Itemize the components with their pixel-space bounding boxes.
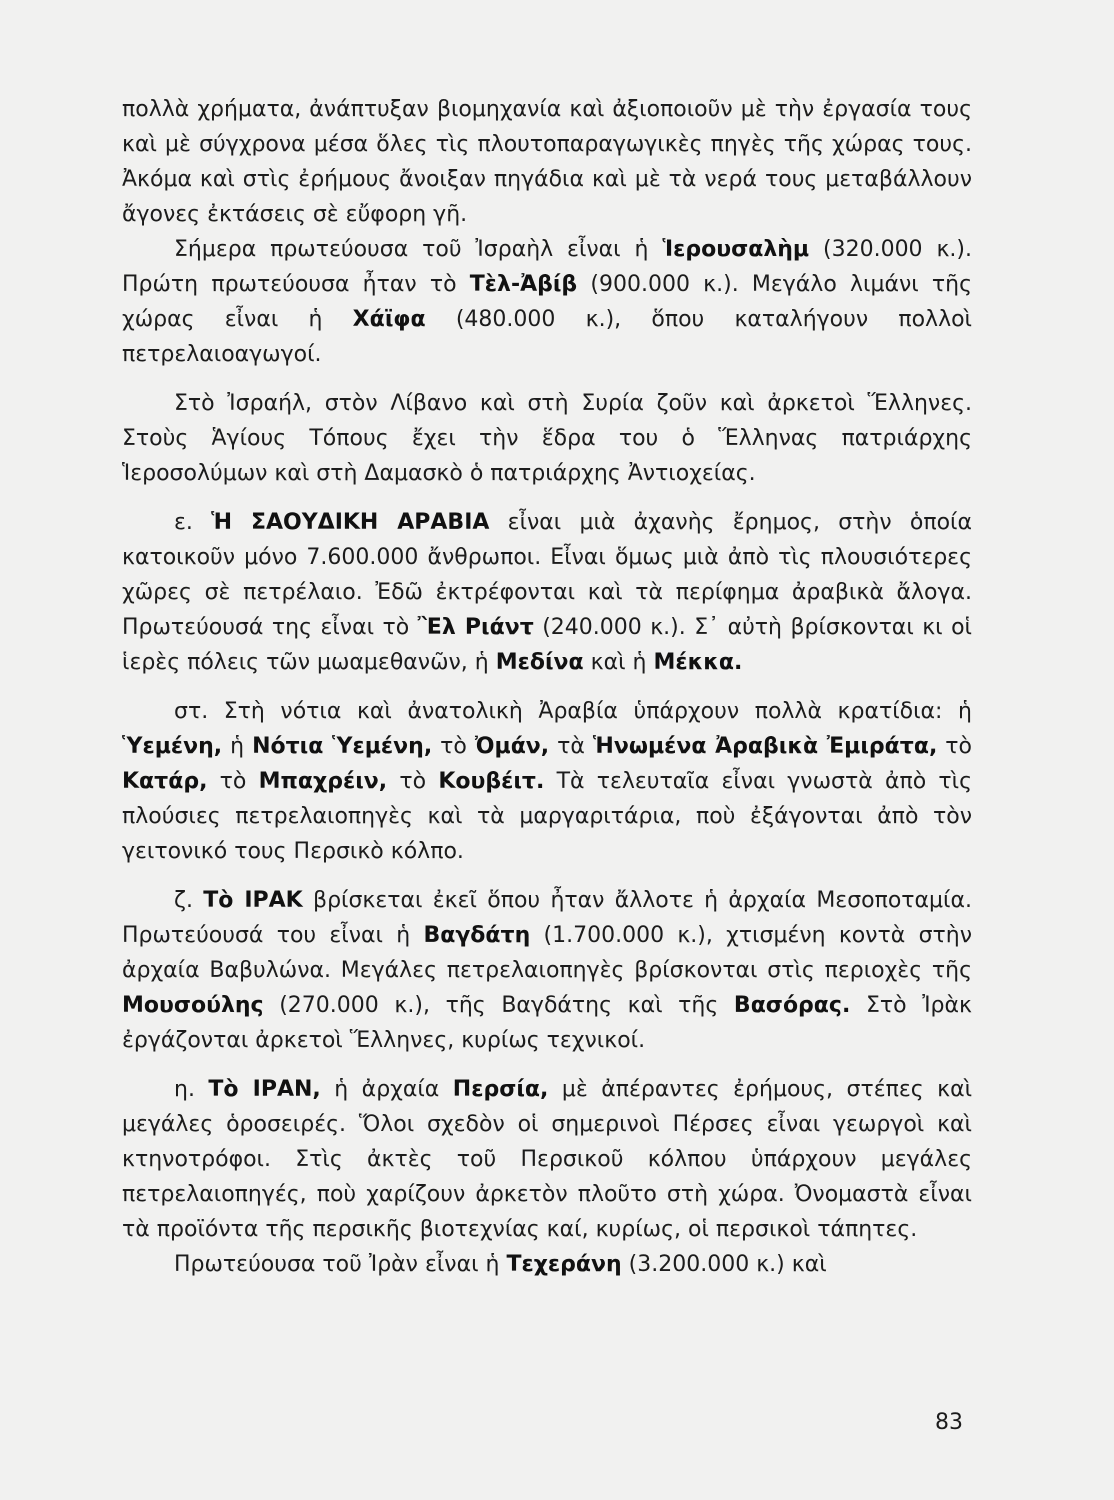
text-run: στ. Στὴ νότια καὶ ἀνατολικὴ Ἀραβία ὑπάρχουν πολλὰ κρατίδια: ἡ [174,699,972,724]
text-run: (480.000 κ.), ὅπου καταλήγουν πολλοὶ πετρελαιοαγωγοί. [122,307,972,367]
text-run: η. [174,1077,209,1102]
text-run: (270.000 κ.), τῆς Βαγδάτης καὶ τῆς [263,993,734,1018]
bold-term: Ἒλ Ριάντ [417,615,534,640]
bold-term: Νότια Ὑεμένη, [252,734,433,759]
paragraph-p7 [122,1072,972,1247]
text-run: πολλὰ χρήματα, ἀνάπτυξαν βιομηχανία καὶ ἀξιοποιοῦν μὲ τὴν ἐργασία τους καὶ μὲ σύγχρονα μέσα ὅλες τὶς πλουτοπαραγωγικὲς πηγὲς τῆς χώρας τους. Ἀκόμα καὶ στὶς ἐρήμους ἄνοιξαν πηγάδια καὶ μὲ τὰ νερά τους μεταβάλλουν ἄγονες ἐκτάσεις σὲ εὔφορη γῆ. [122,97,972,227]
paragraph-p5 [122,694,972,869]
text-run: Σήμερα πρωτεύουσα τοῦ Ἰσραὴλ εἶναι ἡ [174,237,663,262]
paragraph-p8 [122,1247,972,1282]
text-run: τὰ [549,734,593,759]
text-run: ζ. [174,888,204,913]
text-run: εἶναι μιὰ ἀχανὴς ἔρημος, στὴν ὁποία κατοικοῦν μόνο 7.600.000 ἄνθρωποι. Εἶναι ὅμως μιὰ ἀπὸ τὶς πλουσιότερες χῶρες σὲ πετρέλαιο. Ἐδῶ ἐκτρέφονται καὶ τὰ περίφημα ἀραβικὰ ἄλογα. Πρωτεύουσά της εἶναι τὸ [122,510,972,640]
text-run: Πρωτεύουσα τοῦ Ἰρὰν εἶναι ἡ [174,1252,507,1277]
bold-term: Ἱερουσαλὴμ [662,237,810,262]
text-run: ε. [174,510,212,535]
bold-term: Ὑεμένη, [122,734,223,759]
bold-term: Μεδίνα [495,650,584,675]
paragraph-p6 [122,883,972,1058]
bold-term: Βαγδάτη [423,923,531,948]
text-run: (320.000 κ.). Πρώτη πρωτεύουσα ἦταν τὸ [122,237,972,297]
bold-term: Μουσούλης [122,993,264,1018]
bold-term: Ἡνωμένα Ἀραβικὰ Ἐμιράτα, [592,734,938,759]
body-text [122,92,972,1282]
bold-term: Κατάρ, [122,769,208,794]
text-run: τὸ [432,734,475,759]
paragraph-p2 [122,232,972,372]
text-run: καὶ ἡ [583,650,654,675]
text-run: Στὸ Ἰρὰκ ἐργάζονται ἀρκετοὶ Ἕλληνες, κυρίως τεχνικοί. [122,993,972,1053]
bold-term: Τεχεράνη [506,1252,622,1277]
bold-term: Ἡ ΣΑΟΥΔΙΚΗ ΑΡΑΒΙΑ [211,510,490,535]
text-run: βρίσκεται ἐκεῖ ὅπου ἦταν ἄλλοτε ἡ ἀρχαία Μεσοποταμία. Πρωτεύουσά του εἶναι ἡ [122,888,972,948]
bold-term: Χάϊφα [352,307,426,332]
text-run: τὸ [387,769,439,794]
paragraph-p4 [122,505,972,680]
page-number: 83 [935,1410,963,1435]
paragraph-p1 [122,92,972,232]
bold-term: Κουβέιτ. [438,769,545,794]
bold-term: Ὀμάν, [474,734,550,759]
bold-term: Τὲλ-Ἀβίβ [469,272,578,297]
text-run: Στὸ Ἰσραήλ, στὸν Λίβανο καὶ στὴ Συρία ζοῦν καὶ ἀρκετοὶ Ἕλληνες. Στοὺς Ἁγίους Τόπους ἔχει τὴν ἕδρα του ὁ Ἕλληνας πατριάρχης Ἱεροσολύμων καὶ στὴ Δαμασκὸ ὁ πατριάρχης Ἀντιοχείας. [122,391,972,486]
text-run: μὲ ἀπέραντες ἐρήμους, στέπες καὶ μεγάλες ὁροσειρές. Ὅλοι σχεδὸν οἱ σημερινοὶ Πέρσες εἶναι γεωργοὶ καὶ κτηνοτρόφοι. Στὶς ἀκτὲς τοῦ Περσικοῦ κόλπου ὑπάρχουν μεγάλες πετρελαιοπηγές, ποὺ χαρίζουν ἀρκετὸν πλοῦτο στὴ χώρα. Ὀνομαστὰ εἶναι τὰ προϊόντα τῆς περσικῆς βιοτεχνίας καί, κυρίως, οἱ περσικοὶ τάπητες. [122,1077,973,1242]
bold-term: Τὸ ΙΡΑΝ, [208,1077,321,1102]
text-run: ἡ [222,734,253,759]
text-run: τὸ [937,734,973,759]
bold-term: Βασόρας. [733,993,851,1018]
text-run: (900.000 κ.). Μεγάλο λιμάνι τῆς χώρας εἶναι ἡ [122,272,972,332]
text-run: (1.700.000 κ.), χτισμένη κοντὰ στὴν ἀρχαία Βαβυλώνα. Μεγάλες πετρελαιοπηγὲς βρίσκονται στὶς περιοχὲς τῆς [122,923,972,983]
bold-term: Μπαχρέιν, [258,769,388,794]
text-run: ἡ ἀρχαία [320,1077,453,1102]
text-run: τὸ [207,769,259,794]
bold-term: Μέκκα. [653,650,743,675]
bold-term: Περσία, [452,1077,549,1102]
text-run: Τὰ τελευταῖα εἶναι γνωστὰ ἀπὸ τὶς πλούσιες πετρελαιοπηγὲς καὶ τὰ μαργαριτάρια, ποὺ ἐξάγονται ἀπὸ τὸν γειτονικό τους Περσικὸ κόλπο. [122,769,972,864]
text-run: (240.000 κ.). Σ᾽ αὐτὴ βρίσκονται κι οἱ ἱερὲς πόλεις τῶν μωαμεθανῶν, ἡ [122,615,972,675]
bold-term: Τὸ ΙΡΑΚ [203,888,303,913]
text-run: (3.200.000 κ.) καὶ [621,1252,827,1277]
paragraph-p3 [122,386,972,491]
